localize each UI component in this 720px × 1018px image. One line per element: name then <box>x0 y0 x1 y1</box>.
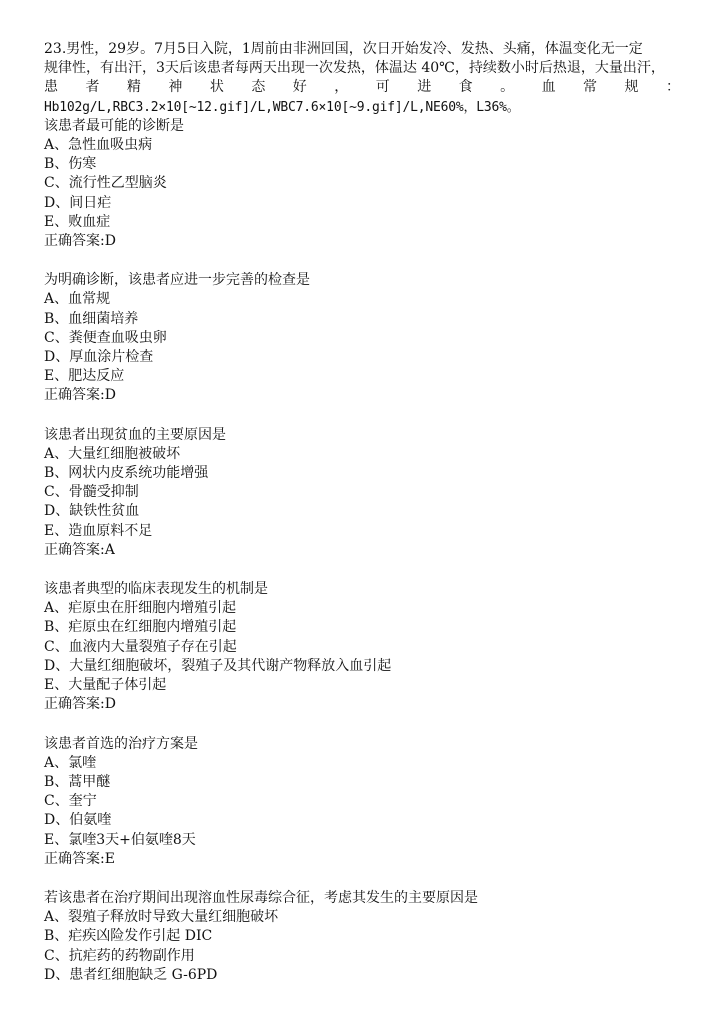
spacer <box>44 406 680 426</box>
spacer <box>44 869 680 889</box>
question-block <box>44 117 680 251</box>
option-c: C、抗疟药的药物副作用 <box>44 947 195 964</box>
option-c: C、血液内大量裂殖子存在引起 <box>44 638 237 655</box>
option-e: E、大量配子体引起 <box>44 677 167 694</box>
option-e: E、造血原料不足 <box>44 522 153 539</box>
spacer <box>44 251 680 271</box>
option-a: A、急性血吸虫病 <box>44 137 153 154</box>
option-e: E、肥达反应 <box>44 368 125 385</box>
question-stem: 该患者出现贫血的主要原因是 <box>44 426 226 443</box>
option-d: D、缺铁性贫血 <box>44 503 140 520</box>
option-c: C、粪便查血吸虫卵 <box>44 329 167 346</box>
question-stem: 该患者最可能的诊断是 <box>44 117 184 134</box>
option-a: A、大量红细胞被破坏 <box>44 445 181 462</box>
option-e: E、氯喹3天+伯氨喹8天 <box>44 831 196 848</box>
option-a: A、氯喹 <box>44 754 97 771</box>
option-b: B、疟原虫在红细胞内增殖引起 <box>44 619 237 636</box>
question-stem: 该患者首选的治疗方案是 <box>44 735 198 752</box>
correct-answer: 正确答案:D <box>44 696 116 713</box>
option-d: D、厚血涂片检查 <box>44 349 154 366</box>
correct-answer: 正确答案:E <box>44 850 115 867</box>
case-line: 患 者 精 神 状 态 好 ， 可 进 食 。 血 常 规 ： <box>44 79 680 96</box>
case-line: 23.男性，29岁。7月5日入院，1周前由非洲回国，次日开始发冷、发热、头痛，体温变化无一定 <box>44 41 643 57</box>
case-lab-values: Hb102g/L,RBC3.2×10[~12.gif]/L,WBC7.6×10[~9.gif]/L,NE60%，L36%。 <box>44 99 520 115</box>
question-stem: 该患者典型的临床表现发生的机制是 <box>44 581 268 598</box>
question-block <box>44 271 680 405</box>
case-description <box>44 40 680 117</box>
correct-answer: 正确答案:D <box>44 233 116 250</box>
spacer <box>44 560 680 580</box>
question-block <box>44 580 680 714</box>
option-c: C、骨髓受抑制 <box>44 484 139 501</box>
question-stem: 为明确诊断，该患者应进一步完善的检查是 <box>44 272 310 289</box>
option-b: B、网状内皮系统功能增强 <box>44 465 209 482</box>
option-b: B、疟疾凶险发作引起 DIC <box>44 928 213 945</box>
option-c: C、奎宁 <box>44 793 97 810</box>
option-b: B、血细菌培养 <box>44 310 139 327</box>
option-a: A、疟原虫在肝细胞内增殖引起 <box>44 600 237 617</box>
option-d: D、间日疟 <box>44 194 112 211</box>
option-e: E、败血症 <box>44 213 111 230</box>
option-d: D、伯氨喹 <box>44 812 112 829</box>
option-b: B、蒿甲醚 <box>44 773 111 790</box>
option-b: B、伤寒 <box>44 156 97 173</box>
question-block <box>44 426 680 560</box>
document-page <box>44 40 680 985</box>
question-stem: 若该患者在治疗期间出现溶血性尿毒综合征，考虑其发生的主要原因是 <box>44 889 478 906</box>
option-a: A、裂殖子释放时导致大量红细胞破坏 <box>44 909 279 926</box>
correct-answer: 正确答案:A <box>44 541 115 558</box>
question-block <box>44 889 680 985</box>
case-line: 规律性，有出汗，3天后该患者每两天出现一次发热，体温达 40℃，持续数小时后热退，大量出汗， <box>44 60 665 77</box>
option-c: C、流行性乙型脑炎 <box>44 175 167 192</box>
option-a: A、血常规 <box>44 291 111 308</box>
option-d: D、患者红细胞缺乏 G-6PD <box>44 966 218 983</box>
spacer <box>44 715 680 735</box>
question-block <box>44 735 680 869</box>
correct-answer: 正确答案:D <box>44 387 116 404</box>
option-d: D、大量红细胞破坏，裂殖子及其代谢产物释放入血引起 <box>44 657 392 674</box>
